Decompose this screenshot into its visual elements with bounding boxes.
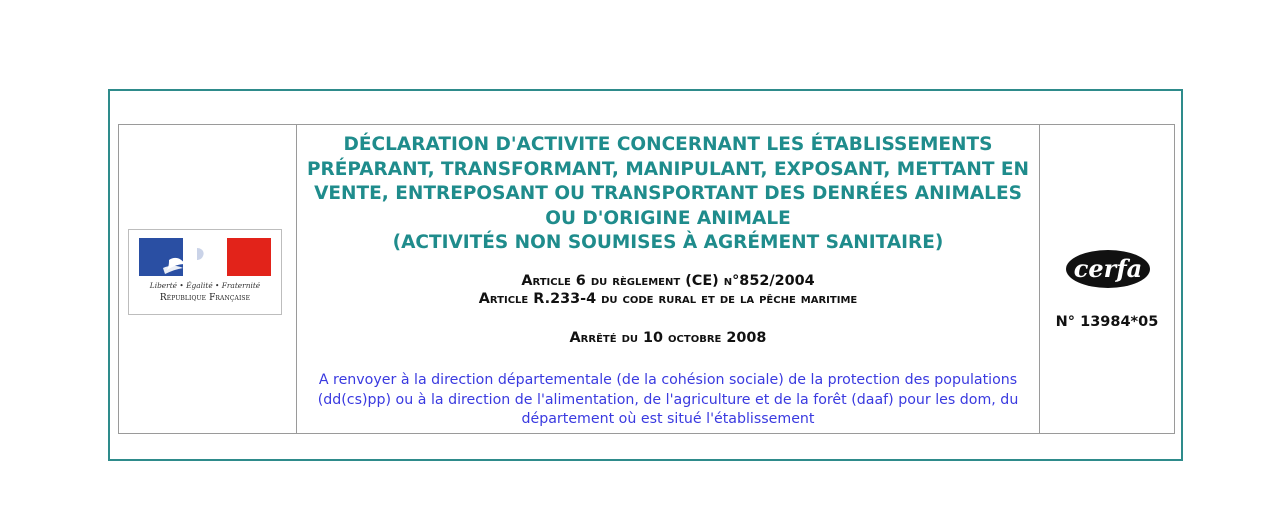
title-line: VENTE, ENTREPOSANT OU TRANSPORTANT DES DENRÉES ANIMALES — [314, 183, 1022, 204]
instruction-line: A renvoyer à la direction départementale (de la cohésion sociale) de la protection des populations — [318, 372, 1018, 388]
title-line: DÉCLARATION D'ACTIVITE CONCERNANT LES ÉTABLISSEMENTS — [343, 134, 993, 155]
cerfa-logo-icon — [1065, 249, 1151, 289]
logo-cell — [119, 125, 297, 433]
arrete-date: Arrêté du 10 octobre 2008 — [569, 330, 767, 346]
republique-francaise-logo — [128, 229, 282, 315]
title-line: PRÉPARANT, TRANSFORMANT, MANIPULANT, EXPOSANT, METTANT EN — [306, 158, 1030, 180]
republic-name: République Française — [159, 293, 251, 303]
title-line: OU D'ORIGINE ANIMALE — [545, 207, 791, 229]
instruction-line: (dd(cs)pp) ou à la direction de l'alimentation, de l'agriculture et de la forêt (daaf) pour les dom, du — [317, 391, 1019, 408]
article-reference: Article 6 du règlement (CE) n°852/2004 — [521, 273, 815, 289]
legal-references — [297, 272, 1039, 308]
cerfa-logo-text: cerfa — [1073, 254, 1143, 283]
document-title — [297, 133, 1039, 256]
marianne-flag-icon — [139, 238, 271, 278]
title-cell — [297, 125, 1040, 433]
republic-motto: Liberté • Égalité • Fraternité — [149, 281, 261, 290]
article-reference: Article R.233-4 du code rural et de la pêche maritime — [478, 291, 858, 307]
cerfa-cell — [1040, 125, 1174, 433]
cerfa-number: N° 13984*05 — [1055, 314, 1159, 330]
return-instructions — [297, 371, 1039, 430]
title-line: (ACTIVITÉS NON SOUMISES À AGRÉMENT SANITAIRE) — [392, 232, 944, 253]
instruction-line: département où est situé l'établissement — [521, 411, 815, 427]
header-table — [118, 124, 1175, 434]
